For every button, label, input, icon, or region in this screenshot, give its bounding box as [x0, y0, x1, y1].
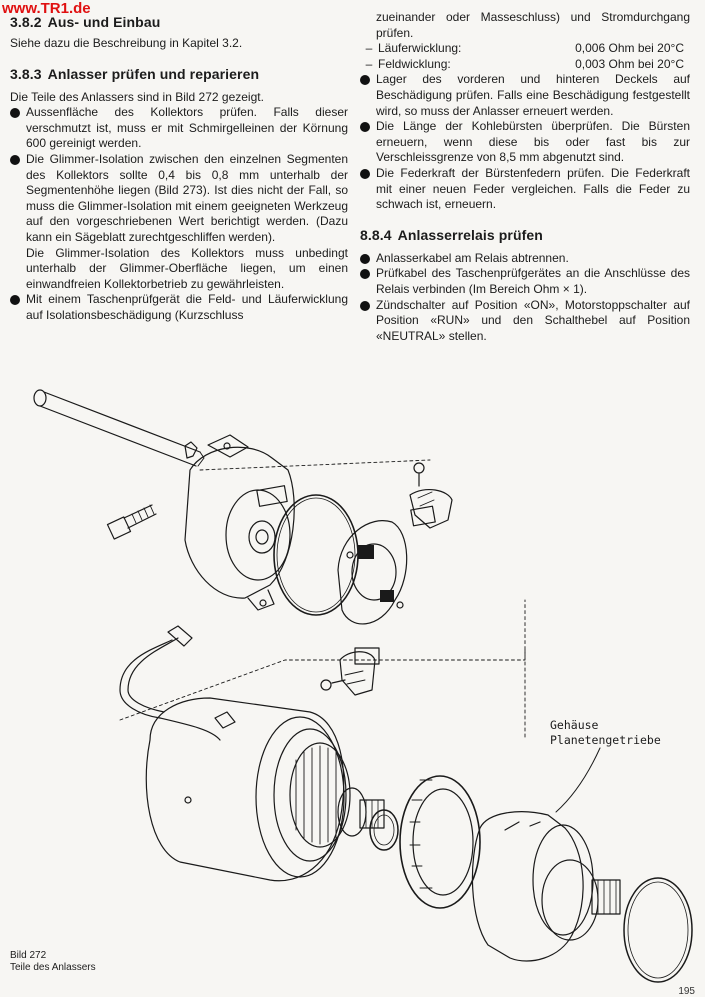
list-item-text: Die Glimmer-Isolation zwischen den einzelnen Segmenten des Kollektors sollte 0,4 bis 0,8 mm unterhalb der Segmentenhöhe liegen (Bild 273). Ist dies nicht der Fall, so muss die Glimmer-Isolation mit einem geeigneten Werkzeug auf den vorgeschriebenen Wert berichtigt werden. (Dazu kann ein Sägeblatt zurechtgeschliffen werden).: [26, 151, 348, 244]
list-item-text: Die Länge der Kohlebürsten überprüfen. Die Bürsten erneuern, wenn diese bis oder fast bis zur Verschleissgrenze von 8,5 mm abgenutzt sind.: [376, 119, 690, 165]
section-text: Siehe dazu die Beschreibung in Kapitel 3.2.: [10, 36, 243, 50]
list-item: [10, 292, 348, 323]
measurement-value: 0,003 Ohm bei 20°C: [575, 56, 684, 71]
right-column: [360, 10, 690, 344]
section-intro: Die Teile des Anlassers sind in Bild 272 gezeigt.: [10, 89, 264, 104]
section-heading-884: [360, 227, 690, 243]
cable-drawing: [120, 626, 220, 740]
measurement-label: Läuferwicklung:: [378, 41, 462, 56]
callout-line-1: Gehäuse: [550, 718, 599, 732]
planetary-housing-drawing: [472, 812, 620, 961]
callout-line-2: Planetengetriebe: [550, 733, 661, 747]
page-number: 195: [678, 986, 695, 997]
bullet-icon: [360, 122, 370, 132]
caption-text: Teile des Anlassers: [10, 962, 96, 973]
list-item: [360, 119, 690, 166]
list-item-continuation: Die Glimmer-Isolation des Kollektors muss unbedingt unterhalb der Glimmer-Oberfläche liegen, um einen einwandfreien Kollektorbetrieb zu gewährleisten.: [26, 245, 348, 291]
bullet-icon: [360, 254, 370, 264]
dash-glyph: –: [365, 41, 373, 56]
list-item: [360, 251, 690, 267]
list-item-text: Prüfkabel des Taschenprüfgerätes an die Anschlüsse des Relais verbinden (Im Bereich Ohm × 1).: [376, 266, 690, 296]
left-column: [10, 14, 348, 324]
list-item-text: Mit einem Taschenprüfgerät die Feld- und Läuferwicklung auf Isolationsbeschädigung (Kurzschluss: [26, 292, 348, 322]
brush-holder-top-drawing: [410, 463, 452, 528]
list-item-text: Aussenfläche des Kollektors prüfen. Falls dieser verschmutzt ist, muss er mit Schmirgelleinen der Körnung 600 gereinigt werden.: [26, 105, 348, 151]
list-item: [360, 266, 690, 297]
ring-gear-drawing: [400, 776, 480, 908]
list-item-text: Anlasserkabel am Relais abtrennen.: [376, 250, 569, 265]
bullet-icon: [10, 108, 20, 118]
list-item-continuation: zueinander oder Masseschluss) und Stromdurchgang prüfen.: [376, 10, 690, 40]
bullet-icon: [360, 301, 370, 311]
figure-callout: [550, 718, 661, 748]
list-item: [360, 72, 690, 119]
section-number: 8.8.4: [360, 226, 392, 243]
list-item: [10, 152, 348, 246]
measurement-row: [360, 41, 690, 57]
motor-yoke-drawing: [146, 698, 346, 881]
section-heading-883: [10, 66, 348, 82]
list-item-text: Lager des vorderen und hinteren Deckels auf Beschädigung prüfen. Falls eine Beschädigung festgestellt wird, so muss der Anlasser erneuert werden.: [376, 72, 690, 118]
measurement-label: Feldwicklung:: [378, 56, 451, 71]
section-title: Anlasser prüfen und reparieren: [47, 65, 260, 82]
bullet-icon: [360, 169, 370, 179]
list-item-text: Die Federkraft der Bürstenfedern prüfen. Die Federkraft mit einer neuen Feder vergleichen. Falls die Feder zu schwach ist, erneuern.: [376, 165, 690, 212]
figure-caption: [10, 950, 96, 974]
watermark-text: www.TR1.de: [2, 0, 91, 17]
brush-plate-drawing: [338, 521, 407, 624]
callout-leader-line: [556, 748, 600, 812]
bullet-icon: [10, 155, 20, 165]
end-o-ring-drawing: [624, 878, 692, 982]
list-item: [10, 105, 348, 152]
bullet-icon: [10, 295, 20, 305]
section-heading-882: [10, 14, 348, 30]
dash-glyph: –: [365, 56, 373, 71]
brush-holder-bottom-drawing: [321, 648, 379, 695]
section-number: 3.8.3: [10, 65, 42, 82]
list-item: [360, 166, 690, 213]
section-title: Anlasserrelais prüfen: [397, 226, 543, 243]
caption-number: Bild 272: [10, 950, 47, 961]
starter-exploded-drawing: [0, 380, 705, 986]
section-title: Aus- und Einbau: [47, 14, 161, 30]
bullet-icon: [360, 269, 370, 279]
measurement-row: [360, 57, 690, 73]
through-bolt-drawing: [34, 390, 204, 466]
alignment-lines: [120, 460, 525, 740]
bullet-icon: [360, 75, 370, 85]
list-item: [360, 298, 690, 345]
section-number: 3.8.2: [10, 14, 42, 30]
short-bolt-drawing: [107, 505, 156, 539]
list-item-text: Zündschalter auf Position «ON», Motorstoppschalter auf Position «RUN» und den Schalthebel auf Position «NEUTRAL» stellen.: [376, 297, 690, 343]
measurement-value: 0,006 Ohm bei 20°C: [575, 41, 684, 56]
